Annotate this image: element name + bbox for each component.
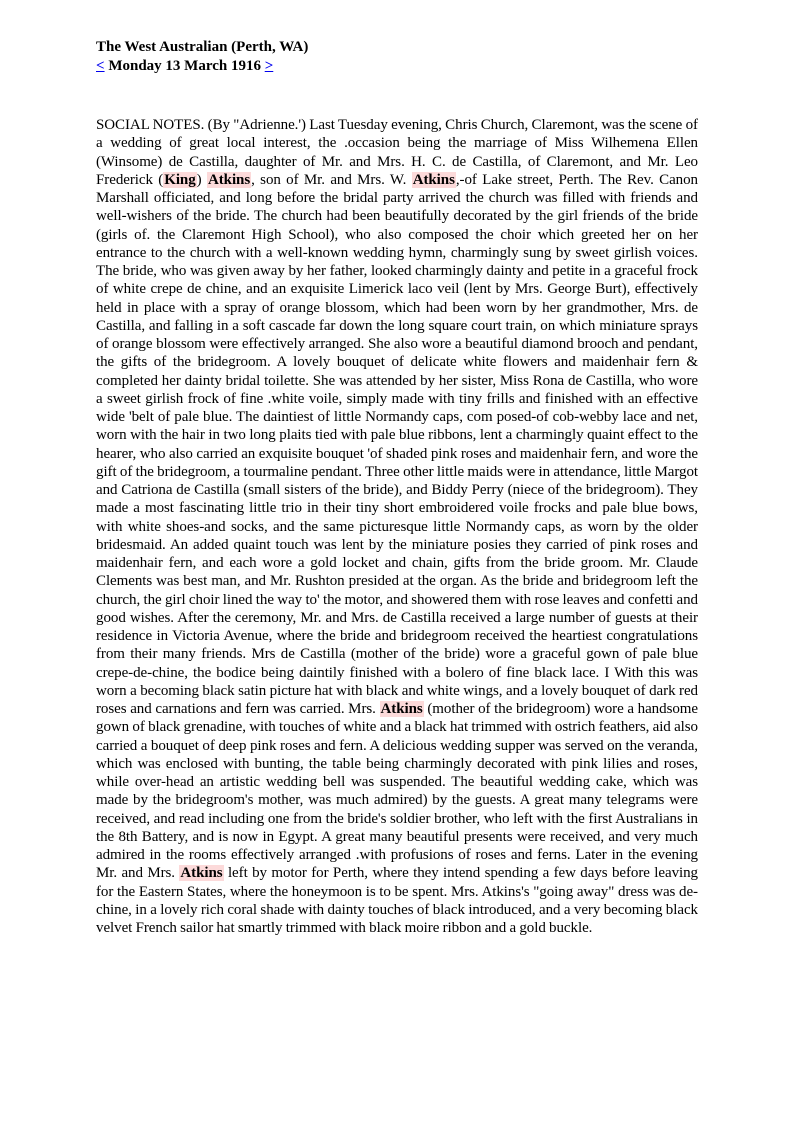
masthead xyxy=(96,38,698,75)
article-body xyxy=(96,116,698,937)
article-text: left by motor for Perth, where they intend spending a few days before leaving for the Eastern States, where the honeymoon is to be spent. Mrs. Atkins's "going away" dress was de-chine, in a lovely rich coral shade with dainty touches of black introduced, and a very becoming black velvet French sailor hat smartly trimmed with black moire ribbon and a gold buckle. xyxy=(96,865,698,936)
date-nav xyxy=(96,57,698,76)
article-text: , son of Mr. and Mrs. W. xyxy=(251,171,412,188)
search-highlight: Atkins xyxy=(412,171,455,188)
article-text: ,-of Lake street, Perth. The Rev. Canon Marshall officiated, and long before the bridal party arrived the church was filled with friends and well-wishers of the bride. The church had been beautifully decorated by the girl friends of the bride (girls of. the Claremont High School), who also composed the choir which greeted her on her entrance to the church with a well-known wedding hymn, charmingly sung by sweet girlish voices. The bride, who was given away by her father, looked charmingly dainty and petite in a graceful frock of white crepe de chine, and an exquisite Limerick laco veil (lent by Mrs. George Burt), effectively held in place with a spray of orange blossom, which had been worn by her grandmother, Mrs. de Castilla, and falling in a soft cascade far down the long square court train, on which miniature sprays of orange blossom were effectively arranged. She also wore a beautiful diamond brooch and pendant, the gifts of the bridegroom. A lovely bouquet of delicate white flowers and maidenhair fern & completed her dainty bridal toilette. She was attended by her sister, Miss Rona de Castilla, who wore a sweet girlish frock of fine .white voile, simply made with tiny frills and finished with an effective wide 'belt of pale blue. The daintiest of little Normandy caps, com posed-of cob-webby lace and net, worn with the hair in two long plaits tied with pale blue ribbons, lent a charmingly quaint effect to the hearer, who also carried an exquisite bouquet 'of shaded pink roses and maidenhair fern, and wore the gift of the bridegroom, a tourmaline pendant. Three other little maids were in attendance, little Margot and Catriona de Castilla (small sisters of the bride), and Biddy Perry (niece of the bridegroom). They made a most fascinating little trio in their tiny short embroidered voile frocks and pale blue bows, with white shoes-and socks, and the same picturesque little Normandy caps, as worn by the older bridesmaid. An added quaint touch was lent by the miniature posies they carried of pink roses and maidenhair fern, and each wore a gold locket and chain, gifts from the bride groom. Mr. Claude Clements was best man, and Mr. Rushton presided at the organ. As the bride and bridegroom left the church, the girl choir lined the way to' the motor, and showered them with rose leaves and confetti and good wishes. After the ceremony, Mr. and Mrs. de Castilla received a large number of guests at their residence in Victoria Avenue, where the bride and bridegroom received the heartiest congratulations from their many friends. Mrs de Castilla (mother of the bride) wore a graceful gown of pale blue crepe-de-chine, the bodice being daintily finished with a bolero of fine black lace. I With this was worn a becoming black satin picture hat with black and white wings, and a lovely bouquet of dark red roses and carnations and fern was carried. Mrs. xyxy=(96,171,698,717)
search-highlight: Atkins xyxy=(380,701,423,717)
article-text: SOCIAL NOTES. (By "Adrienne.') Last Tuesday evening, Chris Church, Claremont, was the scene of a wedding of great local interest, the .occasion being the marriage of Miss Wilhemena Ellen (Winsome) de Castilla, daughter of Mr. and Mrs. H. C. de Castilla, of Claremont, and Mr. Leo Frederick ( xyxy=(96,117,698,188)
next-issue-link[interactable]: > xyxy=(264,57,274,74)
page xyxy=(96,38,698,937)
publication-title: The West Australian (Perth, WA) xyxy=(96,39,309,55)
article-text: (mother of the bridegroom) wore a handsome gown of black grenadine, with touches of white and a black hat trimmed with ostrich feathers, aid also carried a bouquet of deep pink roses and fern. A delicious wedding supper was served on the veranda, which was enclosed with bunting, the table being charmingly decorated with pink lilies and roses, while over-head an artistic wedding bell was suspended. The beautiful wedding cake, which was made by the bridegroom's mother, was much admired) by the guests. A great many telegrams were received, and read including one from the bride's soldier brother, who left with the first Australians in the 8th Battery, and is now in Egypt. A great many beautiful presents were received, and very much admired in the rooms effectively arranged .with profusions of roses and ferns. Later in the evening Mr. and Mrs. xyxy=(96,701,698,882)
search-highlight: Atkins xyxy=(180,865,223,882)
article-text: ) xyxy=(196,171,207,188)
search-highlight: Atkins xyxy=(207,171,251,188)
prev-issue-link[interactable]: < xyxy=(96,57,105,74)
issue-date: Monday 13 March 1916 xyxy=(108,57,261,74)
search-highlight: King xyxy=(164,171,196,188)
